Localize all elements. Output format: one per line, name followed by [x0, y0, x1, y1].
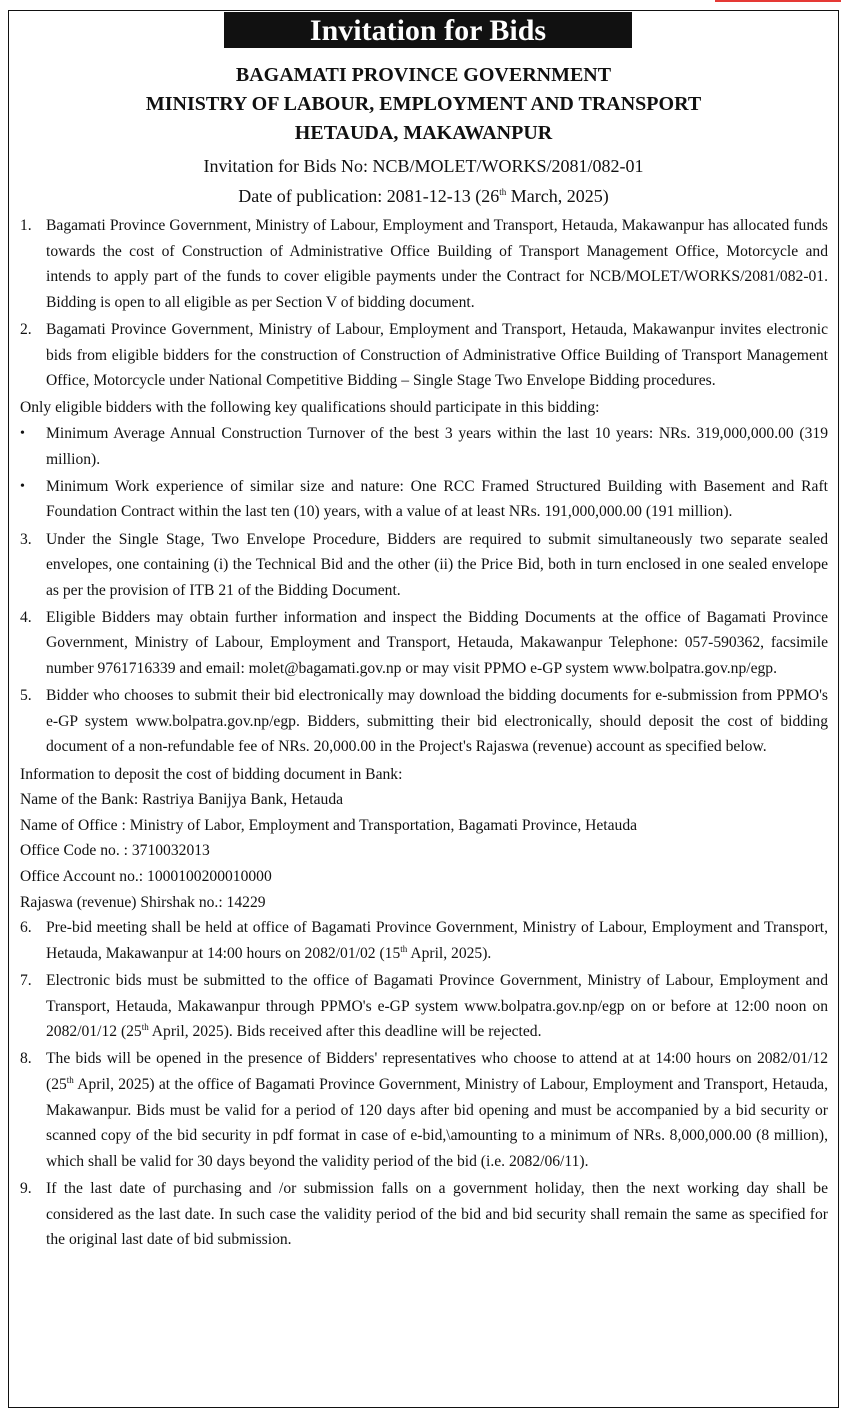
header-ministry: MINISTRY OF LABOUR, EMPLOYMENT AND TRANSPORT [145, 93, 702, 115]
header-location: HETAUDA, MAKAWANPUR [294, 122, 553, 144]
clause-6 [20, 915, 828, 966]
bank-name: Name of the Bank: Rastriya Banijya Bank, Hetauda [20, 791, 344, 809]
notice-body [20, 213, 828, 1254]
rajaswa-shirshak: Rajaswa (revenue) Shirshak no.: 14229 [20, 893, 266, 911]
clause-text: Electronic bids must be submitted to the office of Bagamati Province Government, Ministry of Labour, Employment and Transport, Hetauda, Makawanpur through PPMO's e-GP system www.bolpatra.gov.np/egp on or before at 12:00 noon on 2082/01/12 (25th April, 2025). Bids received after this deadline will be rejected. [46, 971, 828, 1041]
clause-5 [20, 683, 828, 760]
clause-4 [20, 605, 828, 682]
clause-text: Bidder who chooses to submit their bid electronically may download the bidding documents for e-submission from PPMO's e-GP system www.bolpatra.gov.np/egp. Bidders, submitting their bid electronically, should deposit the cost of bidding document of a non-refundable fee of NRs. 20,000.00 in the Project's Rajaswa (revenue) account as specified below. [46, 687, 828, 756]
qualification-text: Minimum Work experience of similar size and nature: One RCC Framed Structured Building with Basement and Raft Foundation Contract within the last ten (10) years, with a value of at least NRs. 191,000,000.00 (191 million). [46, 477, 828, 521]
bullet-icon: • [20, 478, 25, 494]
bank-information [20, 762, 828, 916]
clause-7 [20, 968, 828, 1045]
clause-number: 9. [20, 1179, 32, 1197]
top-red-accent [715, 0, 841, 2]
clause-2 [20, 317, 828, 394]
qualification-experience [20, 474, 828, 525]
clause-text: Under the Single Stage, Two Envelope Procedure, Bidders are required to submit simultaneously two separate sealed envelopes, one containing (i) the Technical Bid and the other (ii) the Price Bid, both in turn enclosed in one sealed envelope as per the provision of ITB 21 of the Bidding Document. [46, 530, 828, 599]
qualification-turnover [20, 421, 828, 472]
clause-text: Bagamati Province Government, Ministry of Labour, Employment and Transport, Hetauda, Makawanpur invites electronic bids from eligible bidders for the construction of Construction of Administrative Office Building of Transport Management Office, Motorcycle under National Competitive Bidding – Single Stage Two Envelope Bidding procedures. [46, 320, 828, 390]
clause-number: 3. [20, 530, 32, 548]
clause-number: 6. [20, 919, 32, 937]
clause-3 [20, 527, 828, 604]
clause-number: 7. [20, 971, 32, 989]
clause-text: The bids will be opened in the presence of Bidders' representatives who choose to attend at at 14:00 hours on 2082/01/12 (25th April, 2025) at the office of Bagamati Province Government, Ministry of Labour, Employment and Transport, Hetauda, Makawanpur. Bids must be valid for a period of 120 days after bid opening and must be accompanied by a bid security or scanned copy of the bid security in pdf format in case of e-bid,\amounting to a minimum of NRs. 8,000,000.00 (8 million), which shall be valid for 30 days beyond the validity period of the bid (i.e. 2082/06/11). [46, 1050, 828, 1170]
page-title: Invitation for Bids [224, 12, 632, 48]
clause-number: 8. [20, 1050, 32, 1068]
clause-number: 4. [20, 608, 32, 626]
qualification-text: Minimum Average Annual Construction Turnover of the best 3 years within the last 10 years: NRs. 319,000,000.00 (319 million). [46, 424, 828, 468]
clause-9 [20, 1176, 828, 1253]
header-government: BAGAMATI PROVINCE GOVERNMENT [235, 64, 612, 86]
publication-date: Date of publication: 2081-12-13 (26th March, 2025) [238, 186, 609, 206]
clause-1 [20, 213, 828, 315]
clause-number: 1. [20, 217, 32, 234]
clause-number: 2. [20, 320, 32, 338]
clause-number: 5. [20, 687, 32, 705]
office-code: Office Code no. : 3710032013 [20, 842, 210, 860]
office-name: Name of Office : Ministry of Labor, Employment and Transportation, Bagamati Province, Hetauda [20, 816, 638, 834]
clause-text: Bagamati Province Government, Ministry of Labour, Employment and Transport, Hetauda, Makawanpur has allocated funds towards the cost of Construction of Administrative Office Building of Transport Management Office, Motorcycle and intends to apply part of the funds to cover eligible payments under the Contract for NCB/MOLET/WORKS/2081/082-01. Bidding is open to all eligible as per Section V of bidding document. [46, 217, 828, 311]
bullet-icon: • [20, 425, 25, 441]
clause-text: If the last date of purchasing and /or submission falls on a government holiday, then the next working day shall be considered as the last date. In such case the validity period of the bid and bid security shall remain the same as specified for the original last date of bid submission. [46, 1179, 828, 1249]
office-account: Office Account no.: 1000100200010000 [20, 868, 272, 885]
ifb-number: Invitation for Bids No: NCB/MOLET/WORKS/2081/082-01 [203, 156, 644, 176]
bank-intro: Information to deposit the cost of bidding document in Bank: [20, 765, 403, 783]
qualification-intro: Only eligible bidders with the following key qualifications should participate in this bidding: [20, 399, 600, 417]
clause-text: Eligible Bidders may obtain further information and inspect the Bidding Documents at the office of Bagamati Province Government, Ministry of Labour, Employment and Transport, Hetauda, Makawanpur Telephone: 057-590362, facsimile number 9761716339 and email: molet@bagamati.gov.np or may visit PPMO e-GP system www.bolpatra.gov.np/egp. [46, 608, 828, 678]
clause-8 [20, 1046, 828, 1174]
clause-text: Pre-bid meeting shall be held at office of Bagamati Province Government, Ministry of Labour, Employment and Transport, Hetauda, Makawanpur at 14:00 hours on 2082/01/02 (15th April, 2025). [46, 919, 828, 962]
